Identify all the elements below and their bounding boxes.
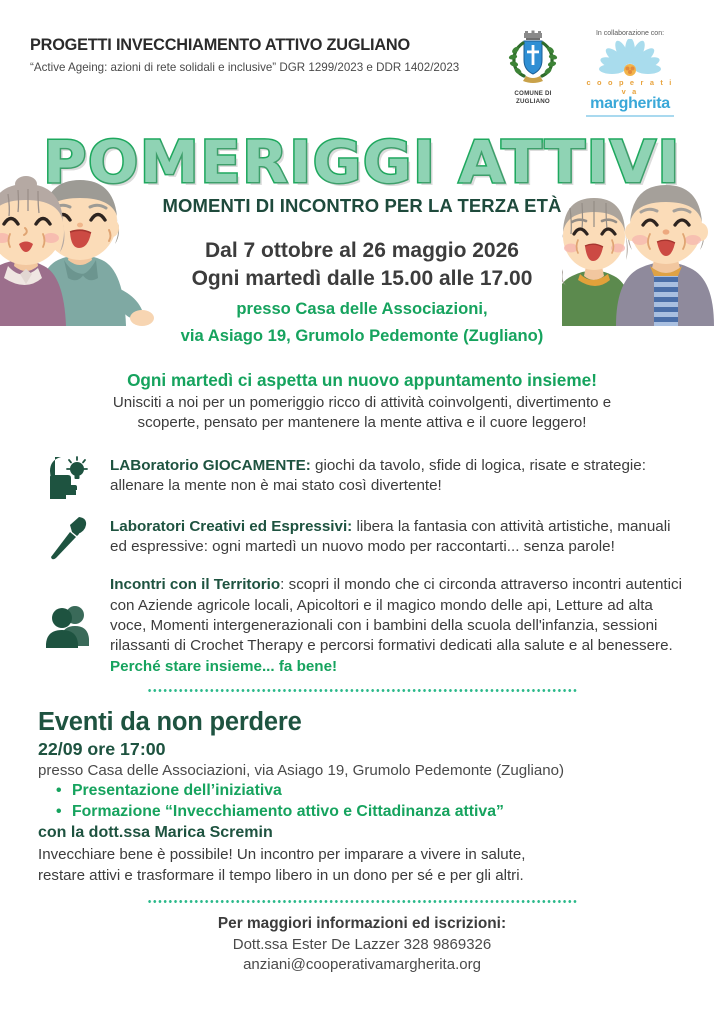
dotted-divider-bottom <box>147 900 577 903</box>
feature-title-giocamente: LABoratorio GIOCAMENTE: <box>110 456 311 474</box>
intro-body-line1: Unisciti a noi per un pomeriggio ricco di attività coinvolgenti, divertimento e <box>112 394 612 412</box>
project-title: PROGETTI INVECCHIAMENTO ATTIVO ZUGLIANO <box>30 36 410 54</box>
feature-text-giocamente <box>110 456 686 497</box>
schedule-date-range: Dal 7 ottobre al 26 maggio 2026 <box>205 238 519 262</box>
footer-contact-block <box>0 915 724 976</box>
comune-label <box>502 90 564 107</box>
events-bullet-list <box>56 781 692 823</box>
events-section <box>0 708 724 886</box>
dotted-divider-top <box>147 689 577 692</box>
people-group-svg <box>45 604 93 648</box>
feature-item-giocamente <box>42 453 686 499</box>
comune-label-line1: COMUNE DI <box>514 90 552 97</box>
venue-line-1: presso Casa delle Associazioni, <box>236 299 488 319</box>
header-logos <box>502 30 696 117</box>
events-title: Eventi da non perdere <box>38 708 302 737</box>
schedule-block <box>0 237 724 346</box>
feature-item-territorio <box>42 575 686 677</box>
margherita-underline <box>586 115 674 117</box>
head-lightbulb-svg <box>46 453 92 499</box>
feature-body-territorio: : scopri il mondo che ci circonda attraverso incontri autentici con Aziende agricole locali, Apicoltori e il magico mondo delle api, Letture ad alta voce, Momenti intergenerazionali con i bambini della scuola dell'infanzia, sessioni rilassanti di Crochet Therapy e percorsi formativi dedicati alla salute e al benessere. <box>110 576 682 655</box>
schedule-weekly-time: Ogni martedì dalle 15.00 alle 17.00 <box>191 266 533 290</box>
feature-title-creativi: Laboratori Creativi ed Espressivi: <box>110 517 353 535</box>
events-description-line2: restare attivi e trasformare il tempo libero in un dono per sé e per gli altri. <box>38 866 524 884</box>
footer-contact-person: Dott.ssa Ester De Lazzer 328 9869326 <box>232 935 492 953</box>
cooperativa-margherita-logo <box>582 30 678 117</box>
feature-body-giocamente: giochi da tavolo, sfide di logica, risate e strategie: allenare la mente non è mai stato così divertente! <box>110 456 646 495</box>
feature-title-territorio: Incontri con il Territorio <box>110 576 281 594</box>
features-list <box>0 453 724 677</box>
title-block <box>0 127 724 217</box>
header-text-block <box>30 30 459 74</box>
events-venue: presso Casa delle Associazioni, via Asiago 19, Grumolo Pedemonte (Zugliano) <box>38 762 565 780</box>
feature-item-creativi <box>42 511 686 563</box>
paintbrush-svg <box>46 511 92 563</box>
comune-label-line2: ZUGLIANO <box>516 98 550 106</box>
intro-body-line2: scoperte, pensato per mantenere la mente attiva e il cuore leggero! <box>137 414 587 432</box>
event-bullet-presentazione: • Presentazione dell’iniziativa <box>56 781 692 802</box>
feature-text-territorio <box>110 575 686 677</box>
daisy-svg <box>582 39 678 81</box>
intro-block <box>0 370 724 433</box>
venue-line-2: via Asiago 19, Grumolo Pedemonte (Zugliano) <box>180 325 544 345</box>
page-title: POMERIGGI ATTIVI <box>43 127 681 196</box>
comune-crest-icon <box>502 30 564 88</box>
daisy-flower-icon <box>582 39 678 81</box>
paintbrush-icon <box>42 511 96 563</box>
cooperativa-word: c o o p e r a t i v a <box>586 78 674 96</box>
events-datetime: 22/09 ore 17:00 <box>38 739 166 760</box>
footer-heading: Per maggiori informazioni ed iscrizioni: <box>217 914 507 932</box>
comune-zugliano-logo <box>502 30 564 107</box>
footer-email[interactable]: anziani@cooperativamargherita.org <box>243 956 481 974</box>
page-subtitle: MOMENTI DI INCONTRO PER LA TERZA ETÀ <box>162 194 562 216</box>
intro-heading: Ogni martedì ci aspetta un nuovo appuntamento insieme! <box>127 370 597 391</box>
poster-header <box>0 0 724 117</box>
event-bullet-formazione: • Formazione “Invecchiamento attivo e Cittadinanza attiva” <box>56 802 692 823</box>
feature-closing-territorio: Perché stare insieme... fa bene! <box>110 657 338 675</box>
collaboration-label: In collaborazione con: <box>595 30 665 37</box>
project-subtitle: “Active Ageing: azioni di rete solidali e inclusive” DGR 1299/2023 e DDR 1402/2023 <box>30 61 460 74</box>
events-description-line1: Invecchiare bene è possibile! Un incontro per imparare a vivere in salute, <box>38 845 526 863</box>
margherita-word: margherita <box>590 95 670 112</box>
feature-text-creativi <box>110 517 686 558</box>
people-group-icon <box>42 604 96 648</box>
feature-body-creativi: libera la fantasia con attività artistiche, manuali ed espressive: ogni martedì un nuovo modo per raccontarti... senza parole! <box>110 517 671 556</box>
head-lightbulb-icon <box>42 453 96 499</box>
crest-svg <box>502 30 564 88</box>
events-speaker: con la dott.ssa Marica Scremin <box>38 823 273 841</box>
